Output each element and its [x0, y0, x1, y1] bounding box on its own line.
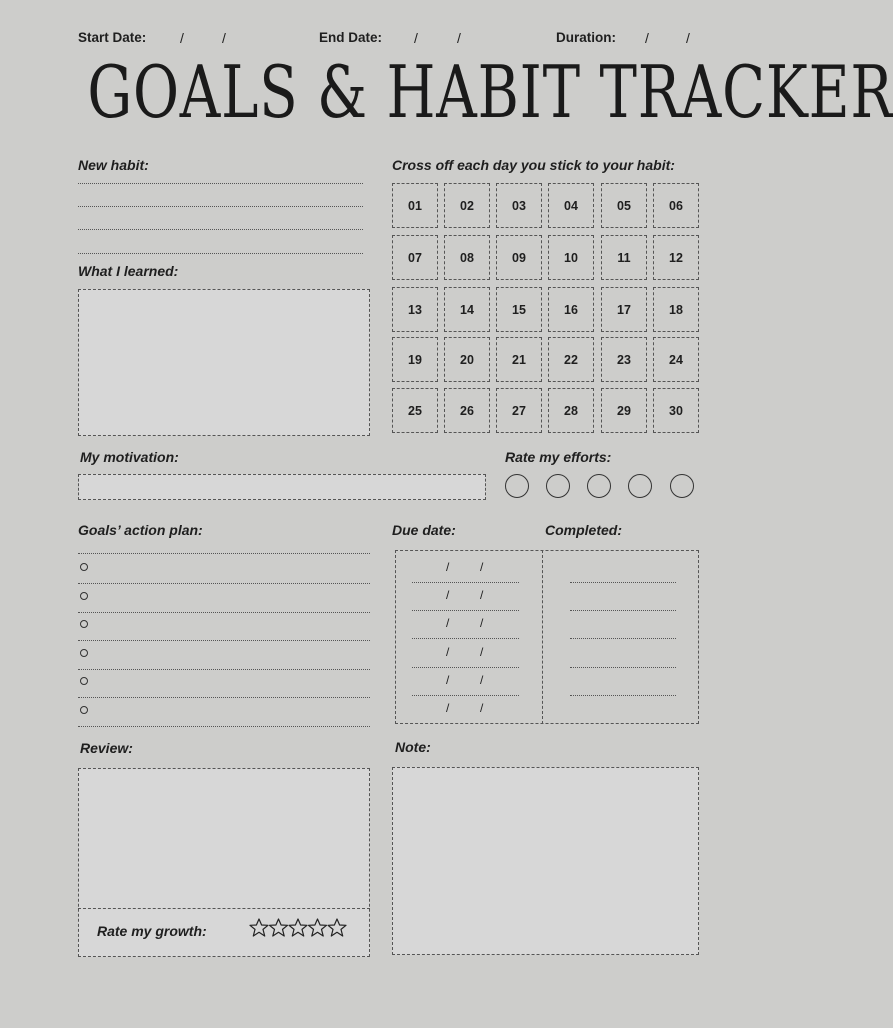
- due-date-slash: /: [446, 645, 450, 659]
- checkbox-circle[interactable]: [80, 620, 88, 628]
- completed-line[interactable]: [570, 695, 676, 696]
- day-cell[interactable]: 04: [548, 183, 594, 228]
- motivation-box[interactable]: [78, 474, 486, 500]
- due-date-slash: /: [480, 645, 484, 659]
- day-cell[interactable]: 20: [444, 337, 490, 382]
- action-plan-line[interactable]: [78, 640, 370, 641]
- action-plan-line: [78, 553, 370, 554]
- action-plan-line[interactable]: [78, 612, 370, 613]
- completed-line[interactable]: [570, 667, 676, 668]
- day-cell[interactable]: 30: [653, 388, 699, 433]
- learned-label: What I learned:: [78, 263, 179, 279]
- star-icon: [289, 919, 307, 936]
- due-date-slash: /: [446, 673, 450, 687]
- star-icon: [250, 919, 268, 936]
- date-slash: /: [222, 30, 226, 46]
- date-slash: /: [180, 30, 184, 46]
- cross-off-label: Cross off each day you stick to your habit:: [392, 157, 675, 173]
- due-date-slash: /: [480, 616, 484, 630]
- growth-stars: [249, 917, 349, 944]
- new-habit-line[interactable]: [78, 253, 363, 254]
- new-habit-line[interactable]: [78, 183, 363, 184]
- checkbox-circle[interactable]: [80, 677, 88, 685]
- day-cell[interactable]: 15: [496, 287, 542, 332]
- star-icon: [328, 919, 346, 936]
- day-cell[interactable]: 26: [444, 388, 490, 433]
- completed-line[interactable]: [570, 638, 676, 639]
- day-cell[interactable]: 23: [601, 337, 647, 382]
- note-box[interactable]: [392, 767, 699, 955]
- motivation-label: My motivation:: [80, 449, 179, 465]
- day-cell[interactable]: 14: [444, 287, 490, 332]
- day-cell[interactable]: 28: [548, 388, 594, 433]
- effort-circle[interactable]: [505, 474, 529, 498]
- checkbox-circle[interactable]: [80, 563, 88, 571]
- day-cell[interactable]: 19: [392, 337, 438, 382]
- action-plan-line[interactable]: [78, 669, 370, 670]
- checkbox-circle[interactable]: [80, 706, 88, 714]
- end-date-label: End Date:: [319, 30, 383, 45]
- day-cell[interactable]: 27: [496, 388, 542, 433]
- due-date-line[interactable]: [412, 695, 519, 696]
- day-cell[interactable]: 13: [392, 287, 438, 332]
- new-habit-label: New habit:: [78, 157, 149, 173]
- due-date-slash: /: [446, 588, 450, 602]
- day-cell[interactable]: 07: [392, 235, 438, 280]
- day-cell[interactable]: 01: [392, 183, 438, 228]
- day-cell[interactable]: 29: [601, 388, 647, 433]
- action-plan-line[interactable]: [78, 726, 370, 727]
- due-date-line[interactable]: [412, 582, 519, 583]
- due-date-slash: /: [480, 560, 484, 574]
- day-cell[interactable]: 09: [496, 235, 542, 280]
- efforts-label: Rate my efforts:: [505, 449, 612, 465]
- day-cell[interactable]: 17: [601, 287, 647, 332]
- date-slash: /: [645, 30, 649, 46]
- note-label: Note:: [395, 739, 431, 755]
- due-completed-divider: [542, 550, 543, 724]
- new-habit-line[interactable]: [78, 206, 363, 207]
- due-date-slash: /: [480, 673, 484, 687]
- day-cell[interactable]: 02: [444, 183, 490, 228]
- review-divider: [78, 908, 370, 909]
- checkbox-circle[interactable]: [80, 649, 88, 657]
- day-cell[interactable]: 03: [496, 183, 542, 228]
- new-habit-line[interactable]: [78, 229, 363, 230]
- due-date-line[interactable]: [412, 638, 519, 639]
- day-cell[interactable]: 11: [601, 235, 647, 280]
- date-slash: /: [414, 30, 418, 46]
- date-slash: /: [686, 30, 690, 46]
- date-slash: /: [457, 30, 461, 46]
- day-cell[interactable]: 06: [653, 183, 699, 228]
- completed-line[interactable]: [570, 610, 676, 611]
- star-icon: [309, 919, 327, 936]
- effort-circle[interactable]: [546, 474, 570, 498]
- learned-box[interactable]: [78, 289, 370, 436]
- day-cell[interactable]: 08: [444, 235, 490, 280]
- due-date-line[interactable]: [412, 667, 519, 668]
- day-cell[interactable]: 21: [496, 337, 542, 382]
- due-date-slash: /: [446, 616, 450, 630]
- duration-label: Duration:: [556, 30, 616, 45]
- page-title: GOALS & HABIT TRACKER: [87, 50, 893, 134]
- due-date-label: Due date:: [392, 522, 456, 538]
- action-plan-line[interactable]: [78, 697, 370, 698]
- start-date-label: Start Date:: [78, 30, 147, 45]
- due-completed-box: [395, 550, 699, 724]
- completed-label: Completed:: [545, 522, 622, 538]
- checkbox-circle[interactable]: [80, 592, 88, 600]
- day-cell[interactable]: 10: [548, 235, 594, 280]
- effort-circle[interactable]: [587, 474, 611, 498]
- day-cell[interactable]: 25: [392, 388, 438, 433]
- day-cell[interactable]: 12: [653, 235, 699, 280]
- due-date-slash: /: [446, 701, 450, 715]
- day-cell[interactable]: 18: [653, 287, 699, 332]
- effort-circle[interactable]: [628, 474, 652, 498]
- growth-label: Rate my growth:: [97, 923, 207, 939]
- due-date-slash: /: [480, 701, 484, 715]
- day-cell[interactable]: 05: [601, 183, 647, 228]
- day-cell[interactable]: 22: [548, 337, 594, 382]
- star-icon: [270, 919, 288, 936]
- day-cell[interactable]: 16: [548, 287, 594, 332]
- action-plan-label: Goals’ action plan:: [78, 522, 203, 538]
- due-date-slash: /: [480, 588, 484, 602]
- action-plan-line[interactable]: [78, 583, 370, 584]
- completed-line[interactable]: [570, 582, 676, 583]
- review-label: Review:: [80, 740, 133, 756]
- effort-circle[interactable]: [670, 474, 694, 498]
- due-date-slash: /: [446, 560, 450, 574]
- due-date-line[interactable]: [412, 610, 519, 611]
- day-cell[interactable]: 24: [653, 337, 699, 382]
